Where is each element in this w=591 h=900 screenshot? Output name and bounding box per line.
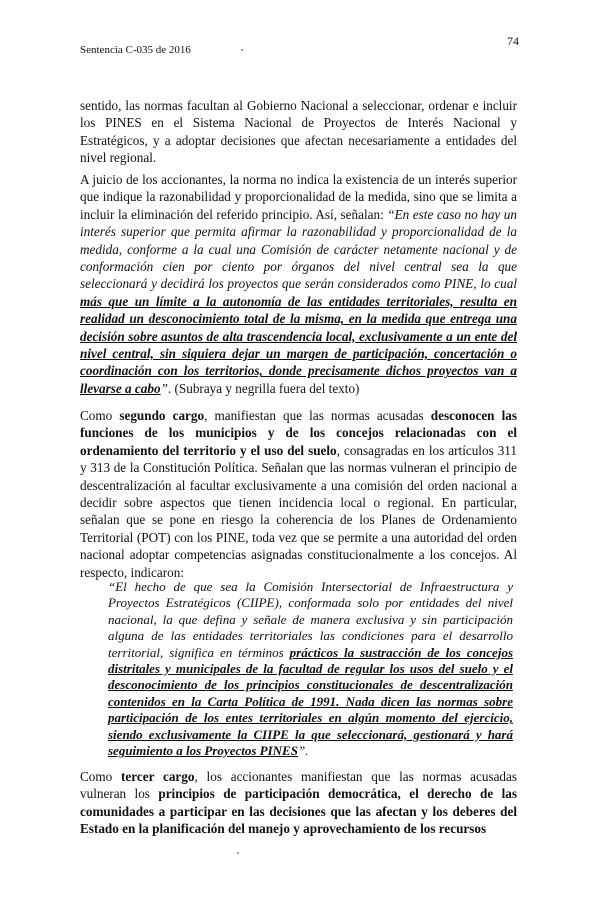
- third-charge-emphasis: principios de participación democrática, el derecho de las comunidades a participar en las decisiones que las afectan y los deberes del Estado en la planificación del manejo y aprovechamiento de los recursos: [80, 786, 517, 837]
- block-quote-emphasis: prácticos la sustracción de los concejos distritales y municipales de la facultad de regular los usos del suelo y el desconocimiento de los principios constitucionales de descentralización contenidos en la Carta Política de 1991. Nada dicen las normas sobre participación de los entes territoriales en algún momento del ejercicio, siendo exclusivamente la CIIPE la que seleccionará, gestionará y hará seguimiento a los Proyectos PINES: [108, 644, 514, 759]
- paragraph-3: [80, 407, 517, 581]
- paragraph-4-text-a: Como: [80, 769, 122, 784]
- paragraph-2-quote-close: ”: [160, 380, 168, 396]
- paragraph-4-text-b: , los accionantes manifiestan que las normas acusadas vulneran los: [80, 769, 518, 802]
- third-charge-label: tercer cargo: [121, 769, 195, 784]
- block-quote: [108, 579, 513, 759]
- scan-speck: [241, 49, 243, 51]
- paragraph-2-quote-text: “En este caso no hay un interés superior que permita afirmar la razonabilidad y proporcionalidad de la medida, conforme a la cual una Comisión de carácter netamente nacional y de conformación cien por ciento por órganos del nivel central sea la que seleccionará y decidirá los proyectos que serán considerados como PINE, lo cual: [80, 206, 517, 292]
- paragraph-3-text-a: Como: [80, 408, 120, 423]
- paragraph-4: [80, 768, 517, 838]
- paragraph-1-text: sentido, las normas facultan al Gobierno Nacional a seleccionar, ordenar e incluir los PINES en el Sistema Nacional de Proyectos de Interés Nacional y Estratégicos, y a adoptar decisiones que afectan necesariamente a entidades del nivel regional.: [80, 98, 517, 166]
- paragraph-3-text-c: , consagradas en los artículos 311 y 313 de la Constitución Política. Señalan que las normas vulneran el principio de descentralización al facultar exclusivamente a una comisión del orden nacional a decidir sobre aspectos que tienen incidencia local o regional. En particular, señalan que se pone en riesgo la coherencia de los Planes de Ordenamiento Territorial (POT) con los PINE, toda vez que se permite a una autoridad del orden nacional adoptar competencias asignadas constitucionalmente a los concejos. Al respecto, indicaron:: [80, 442, 518, 580]
- paragraph-1: [80, 97, 517, 167]
- paragraph-2-quote-emphasis: más que un límite a la autonomía de las entidades territoriales, resulta en realidad un desconocimiento total de la misma, en la medida que entrega una decisión sobre asuntos de alta trascendencia local, exclusivamente a un ente del nivel central, sin siquiera dejar un margen de participación, concertación o coordinación con los territorios, donde precisamente dichos proyectos van a llevarse a cabo: [80, 293, 517, 396]
- paragraph-2: [80, 171, 517, 397]
- block-quote-close: ”.: [297, 743, 309, 759]
- paragraph-2-intro: A juicio de los accionantes, la norma no indica la existencia de un interés superior que indique la razonabilidad y proporcionalidad de la medida, sino que se limita a incluir la eliminación del referido principio. Así, señalan:: [80, 172, 517, 222]
- paragraph-3-text-b: , manifiestan que las normas acusadas: [204, 408, 431, 423]
- second-charge-emphasis: desconocen las funciones de los municipios y de los concejos relacionadas con el ordenamiento del territorio y el uso del suelo: [80, 408, 517, 458]
- paragraph-2-note: . (Subraya y negrilla fuera del texto): [167, 380, 360, 396]
- running-header: Sentencia C-035 de 2016: [80, 44, 191, 56]
- paragraph-2-quote: [80, 207, 517, 396]
- page-number: 74: [507, 34, 519, 48]
- block-quote-text: “El hecho de que sea la Comisión Intersectorial de Infraestructura y Proyectos Estratégicos (CIIPE), conformada solo por entidades del nivel nacional, la que defina y señale de manera exclusiva y sin participación alguna de las entidades territoriales las condiciones para el desarrollo territorial, significa en términos: [108, 579, 513, 660]
- second-charge-label: segundo cargo: [119, 408, 205, 423]
- scan-speck: [237, 852, 239, 854]
